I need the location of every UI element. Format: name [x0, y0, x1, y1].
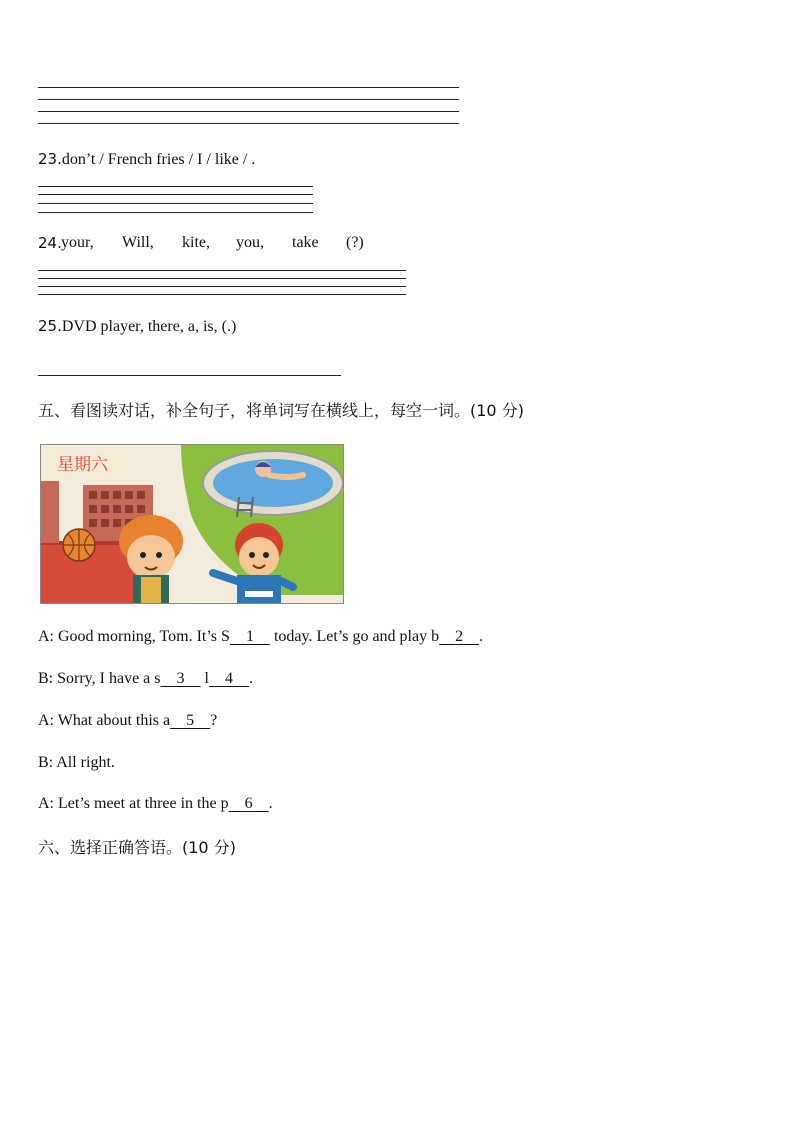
- dialogue-text: B: Sorry, I have a s: [38, 670, 161, 687]
- scene-drawing: [41, 445, 343, 603]
- question-number: 23.: [38, 150, 62, 168]
- day-label: 星期六: [57, 455, 108, 475]
- question-word: your,: [61, 234, 94, 251]
- dialogue-line-4: [38, 754, 115, 772]
- dialogue-text: l: [200, 670, 209, 687]
- answer-line[interactable]: [38, 99, 459, 100]
- answer-line[interactable]: [38, 278, 406, 279]
- question-number: 25.: [38, 317, 62, 335]
- question-word: (?): [346, 234, 364, 251]
- blank-2[interactable]: 2: [455, 628, 464, 645]
- answer-line[interactable]: [38, 294, 406, 295]
- dialogue-text: A: What about this a: [38, 712, 171, 729]
- scene-illustration: [40, 444, 344, 604]
- answer-line[interactable]: [38, 186, 313, 187]
- question-24: [38, 234, 364, 253]
- dialogue-line-2: B: Sorry, I have a s 3 l 4 .: [38, 670, 253, 687]
- question-23: [38, 150, 255, 169]
- dialogue-text: B: All right.: [38, 754, 115, 771]
- dialogue-line-1: A: Good morning, Tom. It’s S 1 today. Let’s go and play b 2 .: [38, 628, 484, 645]
- blank-4[interactable]: 4: [224, 670, 233, 687]
- blank-6[interactable]: 6: [244, 795, 253, 812]
- question-word: Will,: [122, 234, 154, 251]
- answer-line[interactable]: [38, 194, 313, 195]
- question-text: DVD player, there, a, is, (.): [61, 318, 237, 335]
- blank-5[interactable]: 5: [186, 712, 195, 729]
- dialogue-line-5: A: Let’s meet at three in the p 6 .: [38, 795, 273, 812]
- dialogue-line-3: A: What about this a 5 ?: [38, 712, 218, 729]
- blank-1[interactable]: 1: [245, 628, 254, 645]
- answer-line[interactable]: [38, 212, 313, 213]
- dialogue-text: A: Let’s meet at three in the p: [38, 795, 229, 812]
- answer-line[interactable]: [38, 270, 406, 271]
- section-6-title: 六、选择正确答语。(10 分): [38, 838, 236, 857]
- blank-3[interactable]: 3: [176, 670, 185, 687]
- question-word: kite,: [182, 234, 210, 251]
- question-word: you,: [236, 234, 264, 251]
- answer-line[interactable]: [38, 286, 406, 287]
- answer-line[interactable]: [38, 87, 459, 88]
- question-word: take: [292, 234, 319, 251]
- question-number: 24.: [38, 234, 62, 252]
- section-5-title: 五、看图读对话，补全句子，将单词写在横线上，每空一词。(10 分): [38, 401, 524, 420]
- question-25: [38, 317, 236, 336]
- answer-line[interactable]: [38, 375, 341, 376]
- answer-line[interactable]: [38, 123, 459, 124]
- question-text: don’t / French fries / I / like / .: [61, 151, 256, 168]
- dialogue-text: today. Let’s go and play b: [269, 628, 440, 645]
- answer-line[interactable]: [38, 203, 313, 204]
- dialogue-text: A: Good morning, Tom. It’s S: [38, 628, 230, 645]
- answer-line[interactable]: [38, 111, 459, 112]
